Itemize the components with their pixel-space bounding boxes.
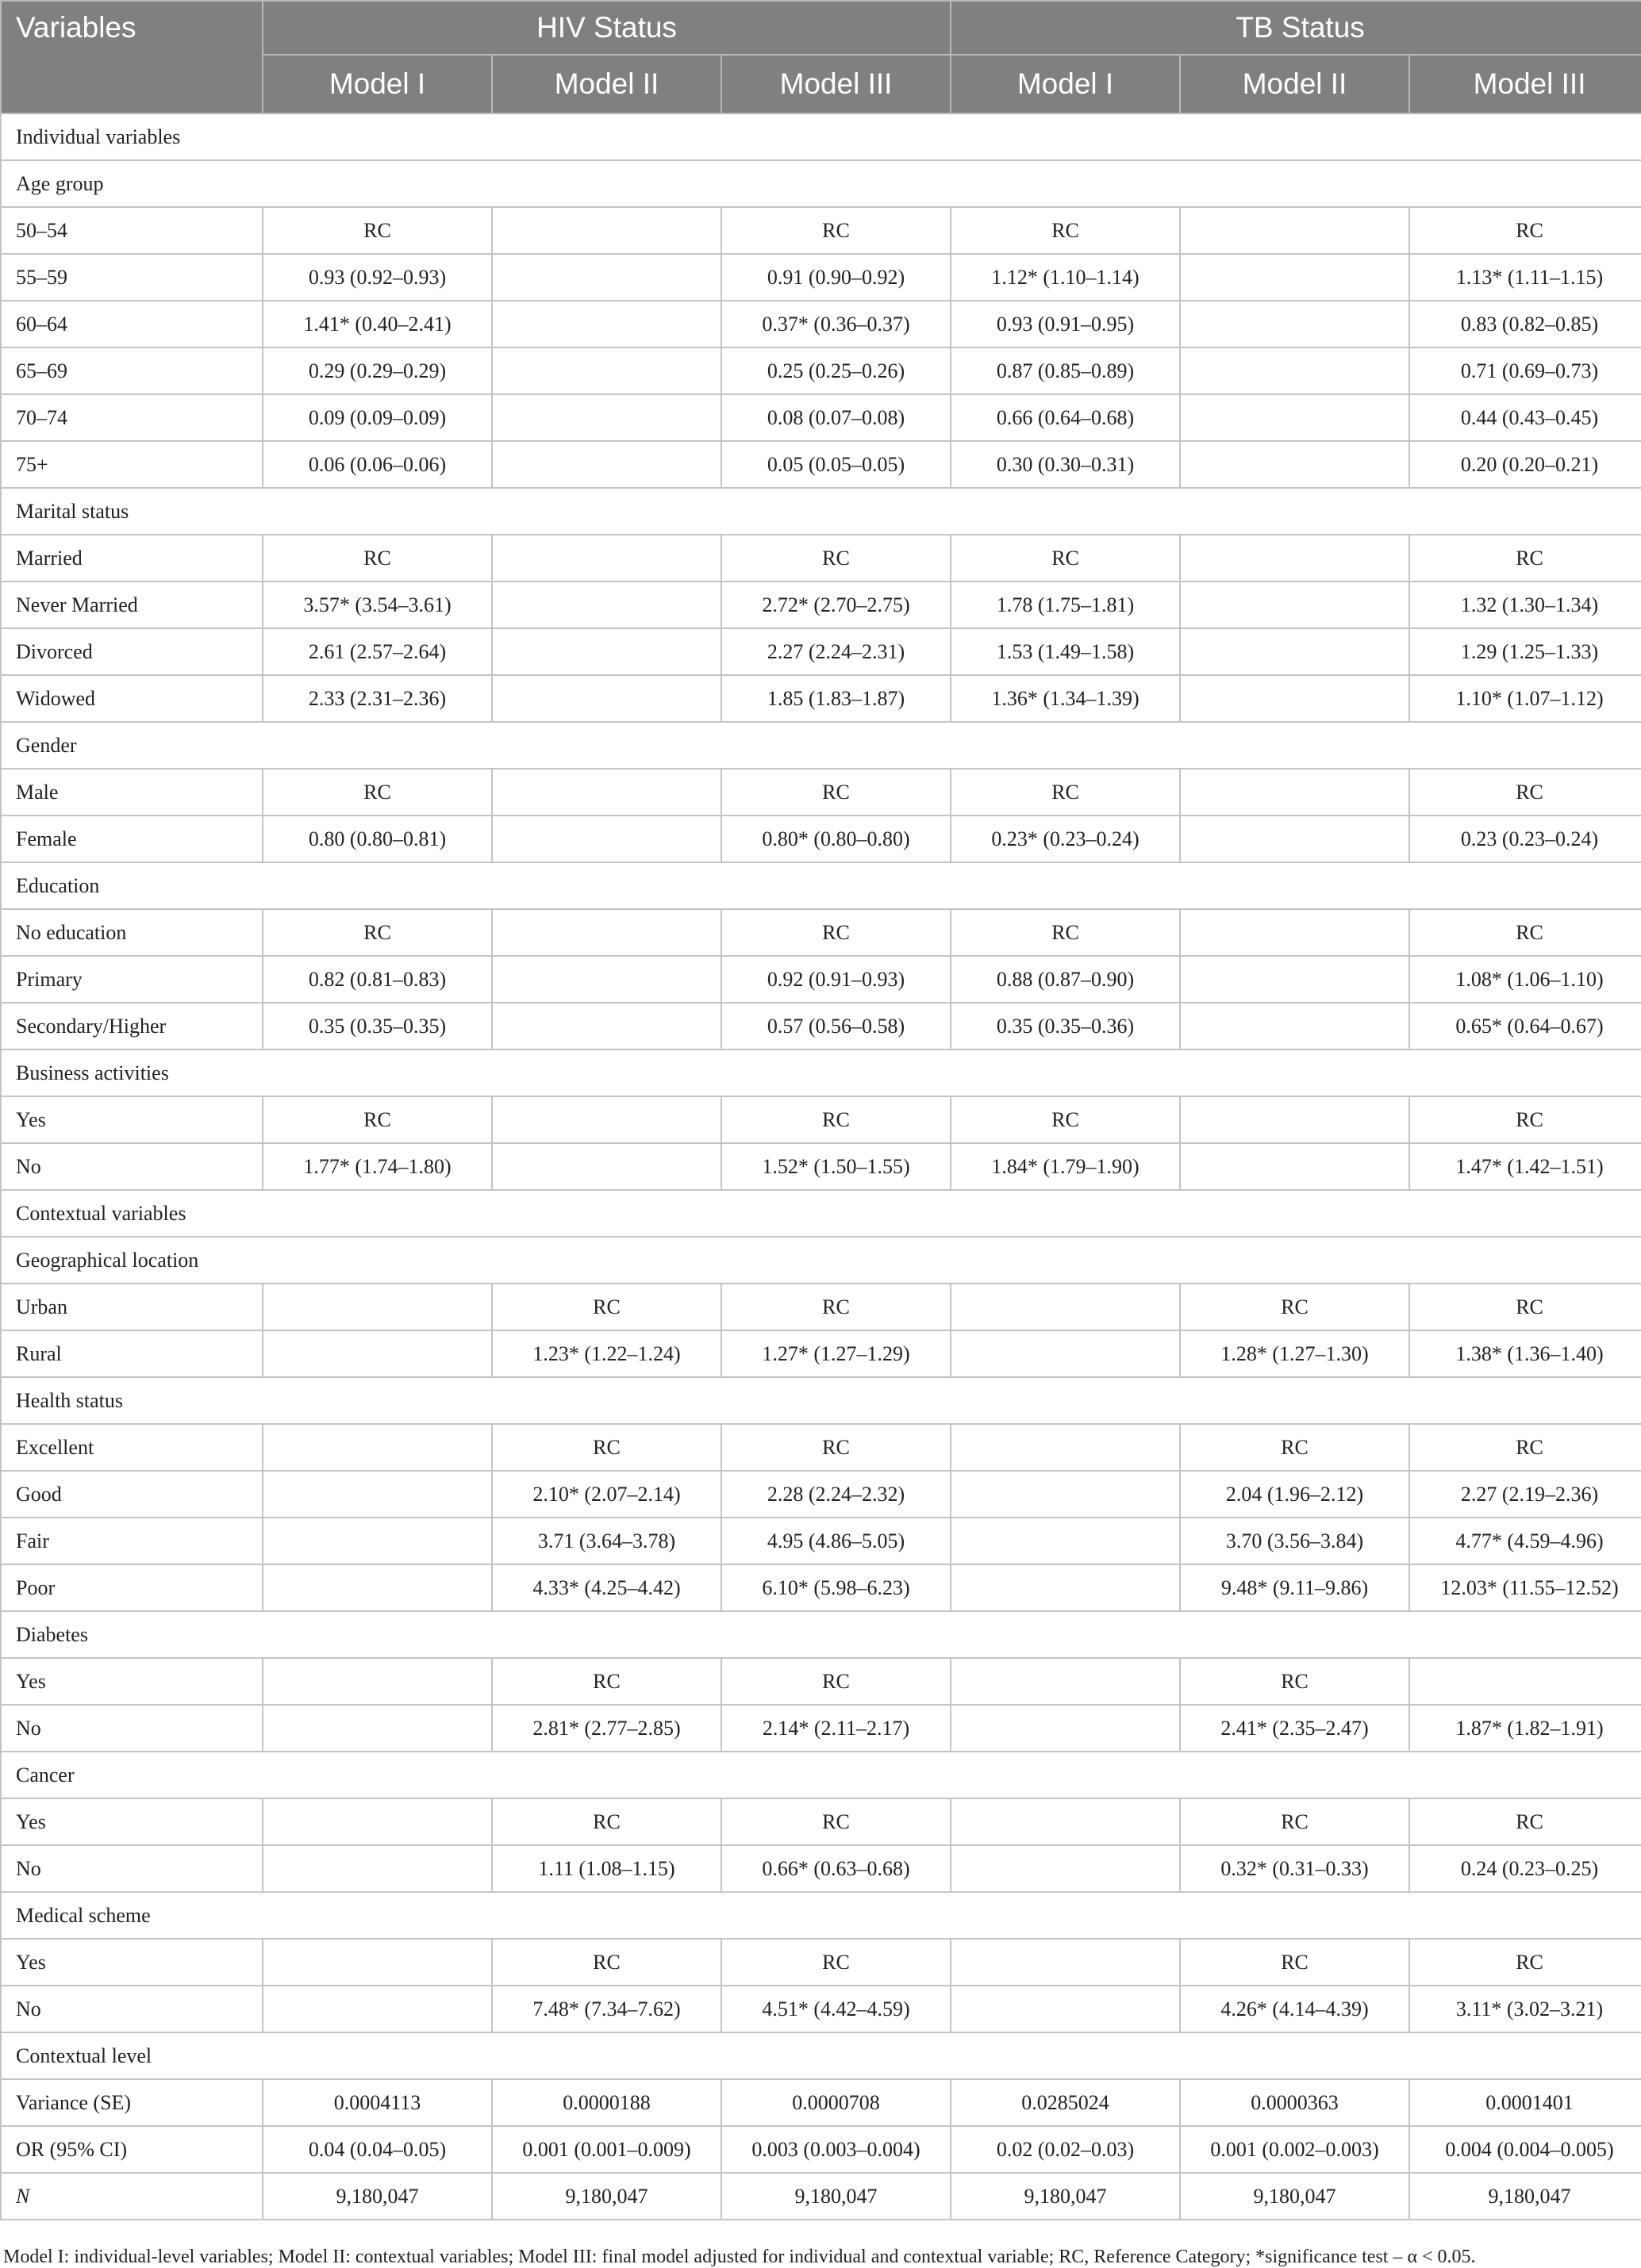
row-label: Yes bbox=[1, 1798, 263, 1845]
table-cell: 2.27 (2.19–2.36) bbox=[1409, 1471, 1641, 1518]
table-cell bbox=[492, 769, 721, 815]
table-cell: 0.88 (0.87–0.90) bbox=[951, 956, 1180, 1003]
table-header bbox=[1, 1, 1641, 113]
table-cell: RC bbox=[721, 909, 951, 956]
row-label: Widowed bbox=[1, 675, 263, 722]
table-cell: 0.80* (0.80–0.80) bbox=[721, 815, 951, 862]
table-cell: RC bbox=[721, 535, 951, 581]
table-footnote: Model I: individual-level variables; Model II: contextual variables; Model III: final model adjusted for individual and contextual variable; RC, Reference Category; *significance test – α < 0.05. bbox=[3, 2247, 1476, 2267]
table-cell: 0.20 (0.20–0.21) bbox=[1409, 441, 1641, 488]
table-cell: 1.38* (1.36–1.40) bbox=[1409, 1330, 1641, 1377]
model-header: Model II bbox=[1180, 55, 1409, 113]
section-label: Age group bbox=[1, 160, 1641, 207]
table-cell: RC bbox=[1409, 1284, 1641, 1330]
table-cell bbox=[951, 1658, 1180, 1705]
table-row bbox=[1, 581, 1641, 628]
table-cell bbox=[263, 1424, 492, 1471]
row-label: No bbox=[1, 1845, 263, 1892]
table-row bbox=[1, 1471, 1641, 1518]
table-cell: RC bbox=[721, 1939, 951, 1986]
table-cell: RC bbox=[263, 769, 492, 815]
table-cell: RC bbox=[721, 1096, 951, 1143]
table-cell: 1.84* (1.79–1.90) bbox=[951, 1143, 1180, 1190]
table-cell: RC bbox=[721, 207, 951, 254]
table-cell bbox=[951, 1471, 1180, 1518]
table-cell: 2.04 (1.96–2.12) bbox=[1180, 1471, 1409, 1518]
table-row bbox=[1, 1845, 1641, 1892]
table-row bbox=[1, 347, 1641, 394]
table-row bbox=[1, 301, 1641, 347]
table-cell: 1.78 (1.75–1.81) bbox=[951, 581, 1180, 628]
table-cell: 9.48* (9.11–9.86) bbox=[1180, 1564, 1409, 1611]
row-label: Divorced bbox=[1, 628, 263, 675]
table-row bbox=[1, 535, 1641, 581]
table-cell: 0.0000363 bbox=[1180, 2079, 1409, 2126]
table-cell: 0.0000188 bbox=[492, 2079, 721, 2126]
row-label: Male bbox=[1, 769, 263, 815]
table-cell: RC bbox=[721, 1424, 951, 1471]
table-cell: 2.27 (2.24–2.31) bbox=[721, 628, 951, 675]
table-row bbox=[1, 909, 1641, 956]
section-row bbox=[1, 1377, 1641, 1424]
table-cell bbox=[263, 1471, 492, 1518]
table-cell bbox=[492, 207, 721, 254]
row-label: Yes bbox=[1, 1096, 263, 1143]
table-cell: 12.03* (11.55–12.52) bbox=[1409, 1564, 1641, 1611]
row-label: OR (95% CI) bbox=[1, 2126, 263, 2173]
row-label: 70–74 bbox=[1, 394, 263, 441]
row-label: Variance (SE) bbox=[1, 2079, 263, 2126]
table-cell: 9,180,047 bbox=[492, 2173, 721, 2220]
model-header: Model III bbox=[1409, 55, 1641, 113]
table-cell: 1.11 (1.08–1.15) bbox=[492, 1845, 721, 1892]
table-cell: 4.51* (4.42–4.59) bbox=[721, 1986, 951, 2032]
row-label: Poor bbox=[1, 1564, 263, 1611]
row-label: Married bbox=[1, 535, 263, 581]
table-cell: 0.93 (0.92–0.93) bbox=[263, 254, 492, 301]
table-cell: 0.003 (0.003–0.004) bbox=[721, 2126, 951, 2173]
table-cell bbox=[263, 1658, 492, 1705]
table-cell bbox=[263, 1798, 492, 1845]
table-cell: RC bbox=[1409, 1096, 1641, 1143]
table-cell bbox=[951, 1424, 1180, 1471]
table-cell bbox=[492, 394, 721, 441]
table-cell: 1.27* (1.27–1.29) bbox=[721, 1330, 951, 1377]
row-label: Yes bbox=[1, 1658, 263, 1705]
table-cell bbox=[951, 1284, 1180, 1330]
table-cell: RC bbox=[1409, 535, 1641, 581]
section-label: Business activities bbox=[1, 1050, 1641, 1096]
section-row bbox=[1, 722, 1641, 769]
section-label: Cancer bbox=[1, 1752, 1641, 1798]
table-cell: 0.04 (0.04–0.05) bbox=[263, 2126, 492, 2173]
table-cell bbox=[492, 254, 721, 301]
table-cell: 0.83 (0.82–0.85) bbox=[1409, 301, 1641, 347]
table-body bbox=[1, 113, 1641, 2220]
section-label: Marital status bbox=[1, 488, 1641, 535]
row-label: Never Married bbox=[1, 581, 263, 628]
table-cell bbox=[1180, 301, 1409, 347]
table-cell: RC bbox=[492, 1424, 721, 1471]
table-cell: RC bbox=[721, 1658, 951, 1705]
table-cell: 1.36* (1.34–1.39) bbox=[951, 675, 1180, 722]
table-row bbox=[1, 1986, 1641, 2032]
table-cell: 0.37* (0.36–0.37) bbox=[721, 301, 951, 347]
table-row bbox=[1, 1564, 1641, 1611]
table-row bbox=[1, 769, 1641, 815]
table-cell: RC bbox=[1409, 1939, 1641, 1986]
table-cell: RC bbox=[951, 1096, 1180, 1143]
table-cell: 0.004 (0.004–0.005) bbox=[1409, 2126, 1641, 2173]
table-cell: 0.32* (0.31–0.33) bbox=[1180, 1845, 1409, 1892]
table-cell: 7.48* (7.34–7.62) bbox=[492, 1986, 721, 2032]
table-cell bbox=[1409, 1658, 1641, 1705]
row-label: No bbox=[1, 1705, 263, 1752]
table-cell: RC bbox=[951, 207, 1180, 254]
table-cell: 0.82 (0.81–0.83) bbox=[263, 956, 492, 1003]
table-cell: 0.80 (0.80–0.81) bbox=[263, 815, 492, 862]
table-cell bbox=[492, 301, 721, 347]
table-cell: RC bbox=[492, 1284, 721, 1330]
table-cell: 4.77* (4.59–4.96) bbox=[1409, 1518, 1641, 1564]
table-cell bbox=[263, 1705, 492, 1752]
table-cell bbox=[492, 581, 721, 628]
table-cell: 0.30 (0.30–0.31) bbox=[951, 441, 1180, 488]
section-row bbox=[1, 113, 1641, 160]
table-cell bbox=[1180, 815, 1409, 862]
section-label: Health status bbox=[1, 1377, 1641, 1424]
table-cell: RC bbox=[721, 1284, 951, 1330]
row-label: 55–59 bbox=[1, 254, 263, 301]
row-label: 50–54 bbox=[1, 207, 263, 254]
table-cell bbox=[1180, 769, 1409, 815]
table-cell: 1.13* (1.11–1.15) bbox=[1409, 254, 1641, 301]
section-row bbox=[1, 1892, 1641, 1939]
table-cell: 1.77* (1.74–1.80) bbox=[263, 1143, 492, 1190]
table-cell: RC bbox=[951, 909, 1180, 956]
table-cell bbox=[492, 909, 721, 956]
row-label: No education bbox=[1, 909, 263, 956]
table-cell bbox=[1180, 1143, 1409, 1190]
table-cell bbox=[1180, 207, 1409, 254]
table-cell: RC bbox=[1409, 207, 1641, 254]
table-cell: 0.35 (0.35–0.36) bbox=[951, 1003, 1180, 1050]
table-cell: 0.09 (0.09–0.09) bbox=[263, 394, 492, 441]
table-cell bbox=[492, 1143, 721, 1190]
table-cell: 0.91 (0.90–0.92) bbox=[721, 254, 951, 301]
variables-header: Variables bbox=[1, 1, 263, 113]
section-label: Contextual level bbox=[1, 2032, 1641, 2079]
table-cell bbox=[492, 1096, 721, 1143]
table-cell bbox=[1180, 1003, 1409, 1050]
table-row bbox=[1, 1705, 1641, 1752]
table-cell bbox=[492, 347, 721, 394]
table-cell bbox=[951, 1845, 1180, 1892]
table-cell: 6.10* (5.98–6.23) bbox=[721, 1564, 951, 1611]
table-cell: RC bbox=[1180, 1798, 1409, 1845]
row-label: Primary bbox=[1, 956, 263, 1003]
table-row bbox=[1, 628, 1641, 675]
table-cell bbox=[951, 1564, 1180, 1611]
table-cell: 1.53 (1.49–1.58) bbox=[951, 628, 1180, 675]
table-cell bbox=[263, 1845, 492, 1892]
section-row bbox=[1, 1752, 1641, 1798]
row-label: Female bbox=[1, 815, 263, 862]
table-cell bbox=[951, 1705, 1180, 1752]
table-cell bbox=[263, 1564, 492, 1611]
table-cell: 2.41* (2.35–2.47) bbox=[1180, 1705, 1409, 1752]
table-cell bbox=[492, 535, 721, 581]
row-label: N bbox=[1, 2173, 263, 2220]
table-row bbox=[1, 675, 1641, 722]
table-cell: 9,180,047 bbox=[1409, 2173, 1641, 2220]
table-cell bbox=[492, 628, 721, 675]
table-cell bbox=[1180, 581, 1409, 628]
row-label: Yes bbox=[1, 1939, 263, 1986]
table-cell: 0.06 (0.06–0.06) bbox=[263, 441, 492, 488]
table-cell bbox=[1180, 254, 1409, 301]
table-cell bbox=[1180, 535, 1409, 581]
table-cell bbox=[263, 1986, 492, 2032]
row-label: 60–64 bbox=[1, 301, 263, 347]
table-cell: 9,180,047 bbox=[721, 2173, 951, 2220]
table-cell: RC bbox=[1180, 1424, 1409, 1471]
table-row bbox=[1, 1096, 1641, 1143]
table-cell bbox=[1180, 675, 1409, 722]
table-cell bbox=[492, 956, 721, 1003]
table-row bbox=[1, 2079, 1641, 2126]
model-header: Model III bbox=[721, 55, 951, 113]
table-row bbox=[1, 254, 1641, 301]
table-cell: 0.71 (0.69–0.73) bbox=[1409, 347, 1641, 394]
table-cell bbox=[1180, 347, 1409, 394]
table-cell: 1.10* (1.07–1.12) bbox=[1409, 675, 1641, 722]
table-cell: RC bbox=[951, 769, 1180, 815]
table-cell: 2.10* (2.07–2.14) bbox=[492, 1471, 721, 1518]
table-cell: 0.0004113 bbox=[263, 2079, 492, 2126]
table-cell: 0.92 (0.91–0.93) bbox=[721, 956, 951, 1003]
hiv-status-header: HIV Status bbox=[263, 1, 951, 55]
row-label: 75+ bbox=[1, 441, 263, 488]
table-cell bbox=[951, 1939, 1180, 1986]
table-cell: 1.85 (1.83–1.87) bbox=[721, 675, 951, 722]
section-label: Medical scheme bbox=[1, 1892, 1641, 1939]
section-row bbox=[1, 2032, 1641, 2079]
table-cell: RC bbox=[1180, 1939, 1409, 1986]
tb-status-header: TB Status bbox=[951, 1, 1641, 55]
table-row bbox=[1, 1003, 1641, 1050]
table-cell: 2.14* (2.11–2.17) bbox=[721, 1705, 951, 1752]
table-cell: RC bbox=[263, 909, 492, 956]
table-cell: RC bbox=[1409, 1798, 1641, 1845]
table-cell: 1.87* (1.82–1.91) bbox=[1409, 1705, 1641, 1752]
table-cell: 0.35 (0.35–0.35) bbox=[263, 1003, 492, 1050]
table-cell: 2.81* (2.77–2.85) bbox=[492, 1705, 721, 1752]
table-cell: 0.08 (0.07–0.08) bbox=[721, 394, 951, 441]
table-cell: 0.87 (0.85–0.89) bbox=[951, 347, 1180, 394]
table-cell: 1.29 (1.25–1.33) bbox=[1409, 628, 1641, 675]
table-cell: 0.65* (0.64–0.67) bbox=[1409, 1003, 1641, 1050]
table-row bbox=[1, 1798, 1641, 1845]
table-cell: 1.47* (1.42–1.51) bbox=[1409, 1143, 1641, 1190]
table-row bbox=[1, 956, 1641, 1003]
table-row bbox=[1, 1330, 1641, 1377]
row-label: Secondary/Higher bbox=[1, 1003, 263, 1050]
model-header: Model I bbox=[263, 55, 492, 113]
table-cell: 0.001 (0.001–0.009) bbox=[492, 2126, 721, 2173]
table-row bbox=[1, 1424, 1641, 1471]
table-row bbox=[1, 2126, 1641, 2173]
table-cell: RC bbox=[1409, 1424, 1641, 1471]
table-cell: 3.71 (3.64–3.78) bbox=[492, 1518, 721, 1564]
row-label: Fair bbox=[1, 1518, 263, 1564]
table-cell bbox=[951, 1518, 1180, 1564]
table-cell bbox=[492, 1003, 721, 1050]
table-cell: 0.29 (0.29–0.29) bbox=[263, 347, 492, 394]
table-cell: 4.26* (4.14–4.39) bbox=[1180, 1986, 1409, 2032]
section-label: Education bbox=[1, 862, 1641, 909]
row-label: Excellent bbox=[1, 1424, 263, 1471]
table-cell bbox=[951, 1330, 1180, 1377]
table-cell: 0.0000708 bbox=[721, 2079, 951, 2126]
table-cell: RC bbox=[721, 769, 951, 815]
table-cell: 0.66 (0.64–0.68) bbox=[951, 394, 1180, 441]
table-cell: RC bbox=[263, 207, 492, 254]
table-cell: 0.57 (0.56–0.58) bbox=[721, 1003, 951, 1050]
row-label: No bbox=[1, 1986, 263, 2032]
table-cell: 0.23* (0.23–0.24) bbox=[951, 815, 1180, 862]
table-cell bbox=[1180, 394, 1409, 441]
table-cell bbox=[1180, 956, 1409, 1003]
table-cell: 3.11* (3.02–3.21) bbox=[1409, 1986, 1641, 2032]
row-label: No bbox=[1, 1143, 263, 1190]
row-label: Rural bbox=[1, 1330, 263, 1377]
row-label: 65–69 bbox=[1, 347, 263, 394]
table-cell: RC bbox=[492, 1798, 721, 1845]
table-cell: 2.72* (2.70–2.75) bbox=[721, 581, 951, 628]
table-cell: 1.41* (0.40–2.41) bbox=[263, 301, 492, 347]
table-row bbox=[1, 1284, 1641, 1330]
table-cell bbox=[263, 1284, 492, 1330]
model-header: Model I bbox=[951, 55, 1180, 113]
section-row bbox=[1, 862, 1641, 909]
table-cell: 2.61 (2.57–2.64) bbox=[263, 628, 492, 675]
section-label: Gender bbox=[1, 722, 1641, 769]
table-cell bbox=[1180, 628, 1409, 675]
table-cell bbox=[492, 675, 721, 722]
table-cell: RC bbox=[1409, 909, 1641, 956]
table-row bbox=[1, 394, 1641, 441]
section-label: Individual variables bbox=[1, 113, 1641, 160]
table-cell bbox=[1180, 441, 1409, 488]
table-cell: RC bbox=[492, 1939, 721, 1986]
section-label: Geographical location bbox=[1, 1237, 1641, 1284]
table-cell: 1.28* (1.27–1.30) bbox=[1180, 1330, 1409, 1377]
table-cell: 2.28 (2.24–2.32) bbox=[721, 1471, 951, 1518]
table-cell: 1.23* (1.22–1.24) bbox=[492, 1330, 721, 1377]
table-row bbox=[1, 1939, 1641, 1986]
table-cell: 0.05 (0.05–0.05) bbox=[721, 441, 951, 488]
table-cell: 2.33 (2.31–2.36) bbox=[263, 675, 492, 722]
table-cell bbox=[951, 1986, 1180, 2032]
model-header: Model II bbox=[492, 55, 721, 113]
table-cell: RC bbox=[263, 1096, 492, 1143]
table-cell: 3.57* (3.54–3.61) bbox=[263, 581, 492, 628]
row-label: Urban bbox=[1, 1284, 263, 1330]
table-cell: 4.95 (4.86–5.05) bbox=[721, 1518, 951, 1564]
table-cell: RC bbox=[721, 1798, 951, 1845]
section-row bbox=[1, 1237, 1641, 1284]
table-cell: RC bbox=[492, 1658, 721, 1705]
section-row bbox=[1, 1050, 1641, 1096]
section-label: Contextual variables bbox=[1, 1190, 1641, 1237]
table-cell bbox=[1180, 909, 1409, 956]
table-cell bbox=[951, 1798, 1180, 1845]
table-row bbox=[1, 2173, 1641, 2220]
table-cell: 3.70 (3.56–3.84) bbox=[1180, 1518, 1409, 1564]
row-label: Good bbox=[1, 1471, 263, 1518]
table-cell: 0.0285024 bbox=[951, 2079, 1180, 2126]
table-cell: RC bbox=[263, 535, 492, 581]
table-cell: 0.93 (0.91–0.95) bbox=[951, 301, 1180, 347]
table-cell: 9,180,047 bbox=[263, 2173, 492, 2220]
table-cell: 0.001 (0.002–0.003) bbox=[1180, 2126, 1409, 2173]
table-cell: 9,180,047 bbox=[951, 2173, 1180, 2220]
table-cell: 0.23 (0.23–0.24) bbox=[1409, 815, 1641, 862]
table-cell bbox=[263, 1518, 492, 1564]
table-cell bbox=[263, 1330, 492, 1377]
section-row bbox=[1, 1190, 1641, 1237]
table-cell: 0.25 (0.25–0.26) bbox=[721, 347, 951, 394]
table-cell bbox=[1180, 1096, 1409, 1143]
table-row bbox=[1, 1658, 1641, 1705]
table-cell: 1.08* (1.06–1.10) bbox=[1409, 956, 1641, 1003]
table-cell: RC bbox=[1180, 1284, 1409, 1330]
section-row bbox=[1, 160, 1641, 207]
table-row bbox=[1, 1518, 1641, 1564]
table-cell: 4.33* (4.25–4.42) bbox=[492, 1564, 721, 1611]
table-row bbox=[1, 441, 1641, 488]
table-row bbox=[1, 815, 1641, 862]
section-label: Diabetes bbox=[1, 1611, 1641, 1658]
section-row bbox=[1, 1611, 1641, 1658]
table-cell: RC bbox=[1180, 1658, 1409, 1705]
table-cell: 0.44 (0.43–0.45) bbox=[1409, 394, 1641, 441]
table-cell: 0.24 (0.23–0.25) bbox=[1409, 1845, 1641, 1892]
table-cell bbox=[492, 441, 721, 488]
table-cell: 1.12* (1.10–1.14) bbox=[951, 254, 1180, 301]
table-cell: 9,180,047 bbox=[1180, 2173, 1409, 2220]
table-cell bbox=[263, 1939, 492, 1986]
table-cell: 0.0001401 bbox=[1409, 2079, 1641, 2126]
table-cell: 0.02 (0.02–0.03) bbox=[951, 2126, 1180, 2173]
section-row bbox=[1, 488, 1641, 535]
table-cell: 1.52* (1.50–1.55) bbox=[721, 1143, 951, 1190]
table-cell: 0.66* (0.63–0.68) bbox=[721, 1845, 951, 1892]
table-cell: 1.32 (1.30–1.34) bbox=[1409, 581, 1641, 628]
table-cell: RC bbox=[1409, 769, 1641, 815]
table-cell: RC bbox=[951, 535, 1180, 581]
table-cell bbox=[492, 815, 721, 862]
table-row bbox=[1, 1143, 1641, 1190]
table-row bbox=[1, 207, 1641, 254]
